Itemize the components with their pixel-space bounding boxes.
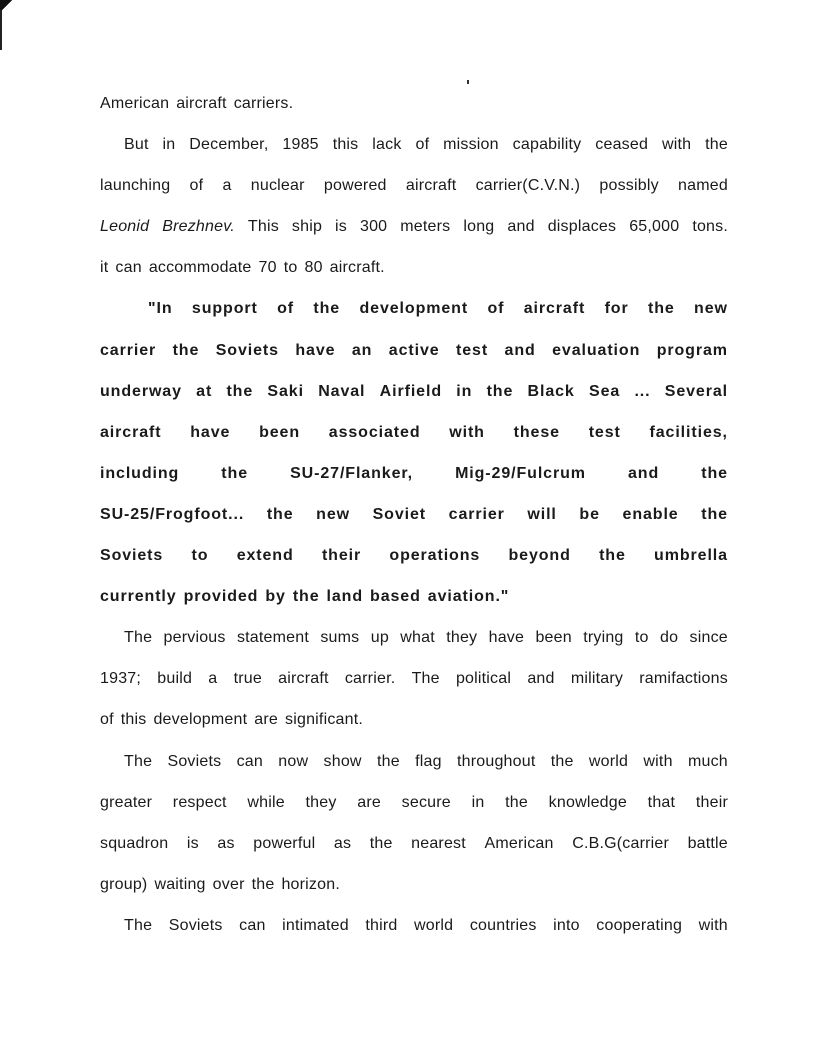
text-line: Soviets to extend their operations beyond the umbrella: [100, 547, 728, 565]
text-line: squadron is as powerful as the nearest American C.B.G(carrier battle: [100, 834, 728, 852]
text-line: aircraft have been associated with these test facilities,: [100, 423, 728, 441]
text-line: The Soviets can intimated third world countries into cooperating with: [124, 916, 728, 934]
document-body: [100, 92, 728, 955]
text-line: Leonid Brezhnev. This ship is 300 meters long and displaces 65,000 tons.: [100, 218, 728, 236]
text-line: American aircraft carriers.: [100, 95, 294, 112]
text-line: 1937; build a true aircraft carrier. The political and military ramifactions: [100, 670, 728, 688]
text-line: underway at the Saki Naval Airfield in the Black Sea ... Several: [100, 382, 728, 400]
text-line: including the SU-27/Flanker, Mig-29/Fulcrum and the: [100, 464, 728, 482]
text-line: "In support of the development of aircraft for the new: [148, 300, 728, 318]
text-line: launching of a nuclear powered aircraft carrier(C.V.N.) possibly named: [100, 177, 728, 195]
scan-edge-mark: [0, 10, 2, 50]
text-line: of this development are significant.: [100, 711, 364, 729]
text-line: SU-25/Frogfoot... the new Soviet carrier will be enable the: [100, 505, 728, 523]
text-line: greater respect while they are secure in the knowledge that their: [100, 793, 728, 811]
text-line: currently provided by the land based aviation.": [100, 588, 510, 606]
scan-speck: [467, 80, 469, 84]
text-line: it can accommodate 70 to 80 aircraft.: [100, 259, 385, 277]
text-line: The pervious statement sums up what they have been trying to do since: [124, 629, 728, 647]
text-line: group) waiting over the horizon.: [100, 875, 340, 893]
text-line: carrier the Soviets have an active test and evaluation program: [100, 341, 728, 359]
text-line: The Soviets can now show the flag throughout the world with much: [124, 752, 728, 770]
text-line: But in December, 1985 this lack of mission capability ceased with the: [124, 136, 728, 154]
